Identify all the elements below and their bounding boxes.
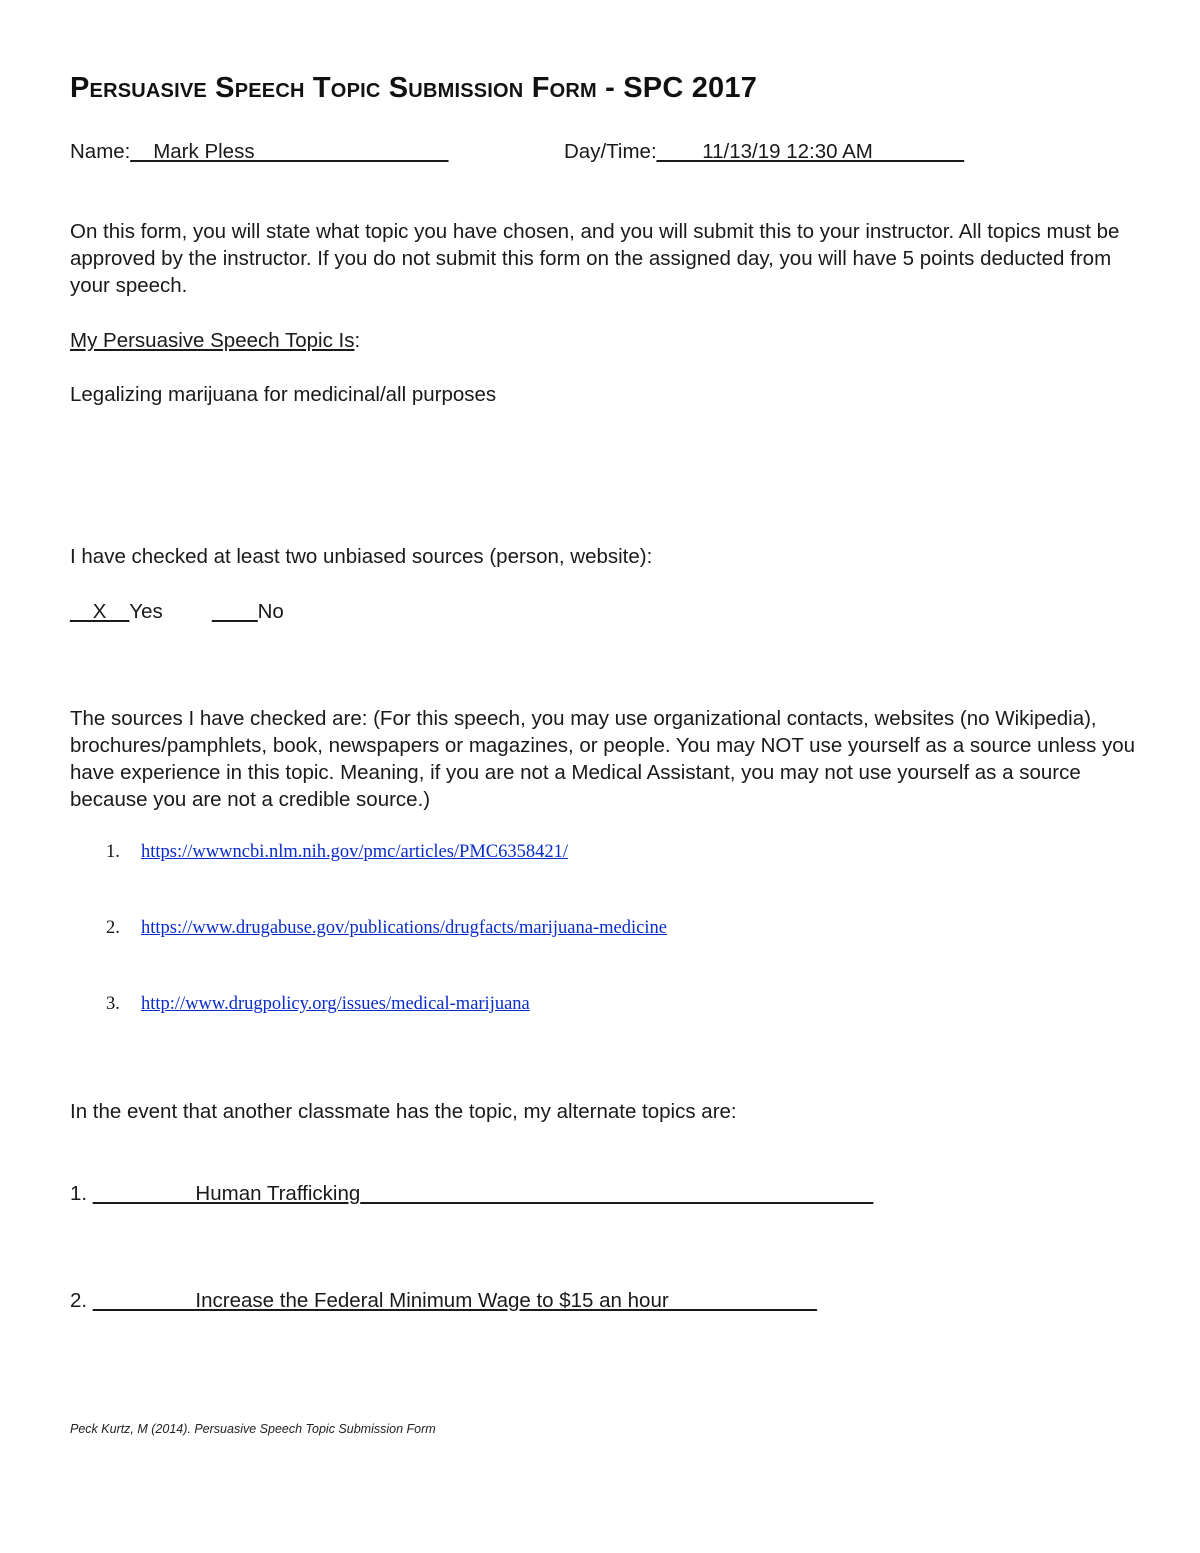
source-number: 1.: [106, 842, 120, 862]
daytime-label: Day/Time:: [564, 140, 657, 163]
source-number: 2.: [106, 918, 120, 938]
sources-intro-paragraph: The sources I have checked are: (For this speech, you may use organizational contacts, websites (no Wikipedia), brochures/pamphlets, book, newspapers or magazines, or people. You may NOT use yourself as a source unless you have experience in this topic. Meaning, if you are not a Medical Assistant, you may not use yourself as a source because you are not a credible source.): [70, 707, 1136, 811]
no-option-fill[interactable]: ____: [212, 600, 258, 623]
no-option[interactable]: [212, 598, 284, 625]
topic-answer[interactable]: Legalizing marijuana for medicinal/all purposes: [70, 383, 497, 406]
alternate-line[interactable]: _________Increase the Federal Minimum Wage to $15 an hour_____________: [92, 1289, 817, 1312]
form-title: Persuasive Speech Topic Submission Form - SPC 2017: [70, 72, 758, 104]
topic-heading-colon: :: [354, 329, 361, 352]
yes-option-label: Yes: [129, 600, 163, 623]
source-number: 3.: [106, 994, 120, 1014]
daytime-field[interactable]: ____11/13/19 12:30 AM________: [656, 140, 965, 163]
alternate-number: 1.: [70, 1182, 88, 1205]
sources-check-question: I have checked at least two unbiased sources (person, website):: [70, 545, 653, 568]
alternate-number: 2.: [70, 1289, 88, 1312]
source-link[interactable]: http://www.drugpolicy.org/issues/medical-marijuana: [141, 994, 530, 1014]
source-link[interactable]: https://wwwncbi.nlm.nih.gov/pmc/articles/PMC6358421/: [141, 842, 569, 862]
alternate-topic-1[interactable]: [70, 1180, 873, 1207]
topic-heading-label: My Persuasive Speech Topic Is: [70, 329, 355, 352]
daytime-line: [564, 138, 964, 165]
yes-option-fill[interactable]: __X__: [70, 600, 130, 623]
source-item: [106, 994, 530, 1015]
alternate-topic-2[interactable]: [70, 1287, 817, 1314]
alternate-intro: In the event that another classmate has the topic, my alternate topics are:: [70, 1100, 737, 1123]
no-option-label: No: [257, 600, 284, 623]
source-item: [106, 842, 568, 863]
source-link[interactable]: https://www.drugabuse.gov/publications/drugfacts/marijuana-medicine: [141, 918, 667, 938]
name-line: [70, 138, 448, 165]
source-item: [106, 918, 667, 939]
name-label: Name:: [70, 140, 131, 163]
instructions-paragraph: On this form, you will state what topic you have chosen, and you will submit this to your instructor. All topics must be approved by the instructor. If you do not submit this form on the assigned day, you will have 5 points deducted from your speech.: [70, 220, 1120, 297]
topic-heading: [70, 327, 360, 354]
name-field[interactable]: __Mark Pless_________________: [130, 140, 449, 163]
alternate-line[interactable]: _________Human Trafficking_____________________________________________: [92, 1182, 874, 1205]
yes-option[interactable]: [70, 598, 163, 625]
footer-citation: Peck Kurtz, M (2014). Persuasive Speech Topic Submission Form: [70, 1422, 436, 1436]
